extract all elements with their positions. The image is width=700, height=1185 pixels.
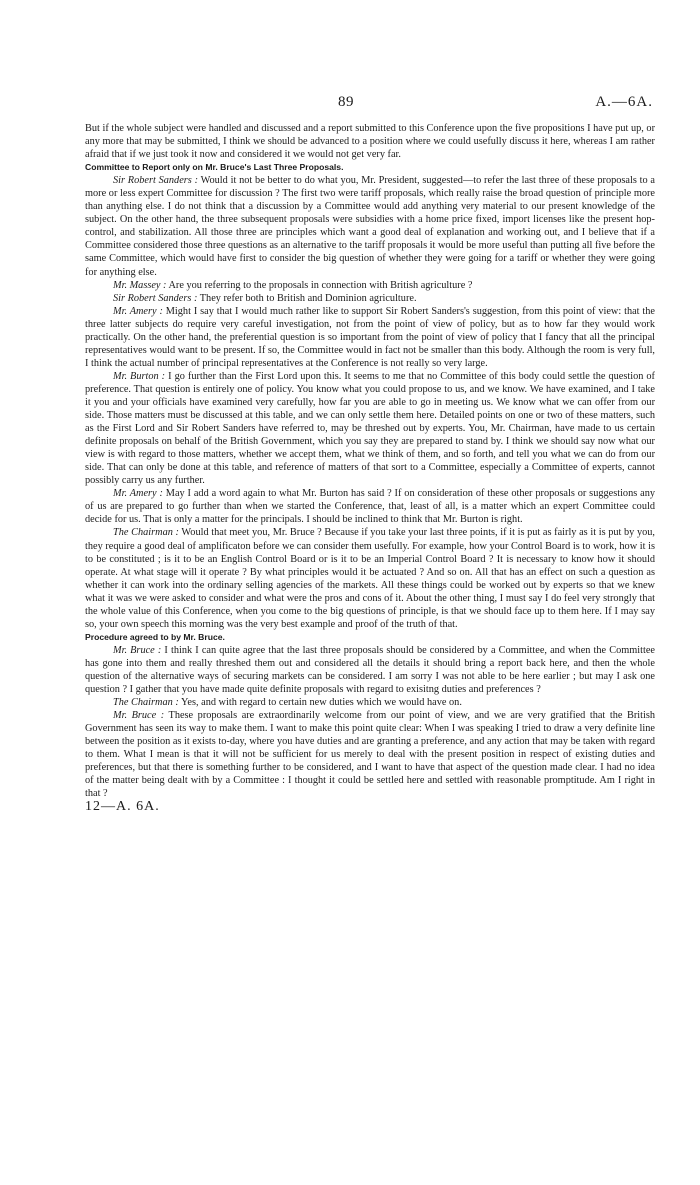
speech-text: These proposals are extraordinarily welcome from our point of view, and we are very gratified that the British Government has seen its way to make them. I want to make this point quite clear: When I was speaking I tried to draw a very definite line between the position as it exists to-day, where you have duties and are granting a preference, and any action that may be taken with regard to them. What I mean is that it will not be sufficient for us merely to deal with the present position in respect of existing duties and preferences, but that there is something further to be considered, and I want to have that aspect of the question made clear. I had no idea of the matter being dealt with by a Committee : I thought it could be settled here and settled with reasonable promptitude. Am I right in that ? — [85, 710, 656, 800]
document-reference: A.—6A. — [595, 94, 653, 110]
document-body — [85, 122, 655, 813]
speaker-name: Mr. Bruce : — [113, 644, 162, 656]
paragraph — [85, 292, 655, 305]
speech-text: Would it not be better to do what you, Mr. President, suggested—to refer the last three of these proposals to a more or less expert Committee for discussion ? The first two were tariff proposals, which really raise the broad question of principle more than anything else. I do not think that a discussion by a Committee would add anything very material to our present knowledge of the subject. On the other hand, the three subsequent proposals were subsidies with a home price fixed, import licenses like the present hop-control, and stabilization. All those three are principles which want a good deal of explanation and working out, and I believe that if a Committee considered those three questions as an alternative to the tariff proposals it would be more useful than putting all five before the same Committee, which would have first to consider the big question of whether they were going for a tariff or whether they were going for anything else. — [85, 175, 655, 278]
speaker-name: The Chairman : — [113, 527, 179, 539]
paragraph — [85, 487, 655, 526]
paragraph — [85, 644, 655, 696]
speech-text: I think I can quite agree that the last three proposals should be considered by a Committee, and when the Committee has gone into them and really threshed them out and considered all the details it should bring a report back here, and then the whole question of the alternative ways of securing markets can be considered. I am sorry I was not able to be here earlier ; but may I ask one question ? I gather that you have made quite definite proposals with regard to exisitng duties and preferences ? — [85, 644, 655, 696]
paragraph — [85, 174, 655, 278]
speech-text: I go further than the First Lord upon this. It seems to me that no Committee of this body could settle the question of preference. That question is entirely one of policy. You know what you could propose to us, and we know. We have examined, and I take it you and your officials have examined very carefully, how far you are able to go in meeting us. We know what we can offer from our side. Those matters must be discussed at this table, and we can only settle them here. Detailed points on one or two of these matters, such as the First Lord and Sir Robert Sanders have referred to, may be threshed out by experts. You, Mr. Chairman, have made to us certain definite proposals on behalf of the British Government, which you say they are prepared to stand by. I think we should say now what our view is with regard to those matters, whether we accept them, what we think of them, and so forth, and tell you what we can do from our side. That can only be done at this table, and reference of matters of that sort to a Committee, especially a Committee of experts, cannot possibly carry us any further. — [85, 370, 655, 487]
speaker-name: Sir Robert Sanders : — [113, 292, 198, 304]
speech-text: Are you referring to the proposals in connection with British agriculture ? — [166, 279, 473, 291]
speaker-name: Mr. Massey : — [113, 279, 167, 291]
section-heading: Committee to Report only on Mr. Bruce's Last Three Proposals. — [85, 162, 344, 173]
paragraph — [85, 370, 655, 487]
section-heading: Procedure agreed to by Mr. Bruce. — [85, 631, 225, 642]
footer-signature: 12—A. 6A. — [85, 799, 160, 815]
speaker-name: Mr. Burton : — [113, 370, 166, 382]
speech-text: Would that meet you, Mr. Bruce ? Because if you take your last three points, if it is put as fairly as it is put by you, they require a good deal of amplificaton before we can consider them usefully. For example, how your Control Board is to work, how it is to be constituted ; is it to be an English Control Board or is it to be an Imperial Control Board ? It is necessary to know how it should operate. At what stage will it operate ? By what principles would it be actuated ? And so on. All that has an effect on such a question as whether it can work into the ordinary selling agencies of the markets. All these things could be worked out by experts so that we knew what it was we were asked to consider and what were the pros and cons of it. About the other thing, I must say I do feel very strongly that the whole value of this Conference, when you come to the big questions of principle, is that we should face up to them here. If I may say so, your own speech this morning was the very best example and proof of the truth of that. — [85, 527, 655, 630]
paragraph — [85, 696, 655, 709]
speech-text: Might I say that I would much rather like to support Sir Robert Sanders's suggestion, from this point of view: that the three latter subjects do require very careful investigation, not from the point of view of policy, but as to how far they would work practically. On the other hand, the preferential question is so important from the point of view of policy that I fancy that all the principal representatives would want to be present. If so, the Committee would in fact not be smaller than this body. Although the room is very full, I think the actual number of principal representatives at the Conference is not really so very large. — [85, 305, 655, 369]
intro-paragraph: But if the whole subject were handled and discussed and a report submitted to this Conference upon the five propositions I have put up, or any more that may be submitted, I think we should be advanced to a position where we could usefully discuss it here, whereas I am rather afraid that if we just took it now and considered it we would not get very far. — [85, 123, 655, 161]
paragraph — [85, 709, 655, 800]
speech-text: May I add a word again to what Mr. Burton has said ? If on consideration of these other proposals or suggestions any of us are prepared to go further than when we started the Conference, that, least of all, is a matter which an expert Committee could decide for us. That is only a matter for the principals. I should be inclined to think that Mr. Burton is right. — [85, 488, 655, 526]
speaker-name: Mr. Bruce : — [113, 710, 165, 722]
paragraph — [85, 279, 655, 292]
speech-text: They refer both to British and Dominion agriculture. — [197, 292, 417, 304]
speech-text: Yes, and with regard to certain new duties which we would have on. — [178, 697, 462, 709]
speaker-name: Mr. Amery : — [113, 488, 163, 500]
speaker-name: The Chairman : — [113, 697, 179, 709]
speaker-name: Mr. Amery : — [113, 305, 163, 317]
speaker-name: Sir Robert Sanders : — [113, 175, 199, 187]
page-number: 89 — [338, 94, 354, 110]
paragraph — [85, 305, 655, 370]
paragraph — [85, 526, 655, 630]
